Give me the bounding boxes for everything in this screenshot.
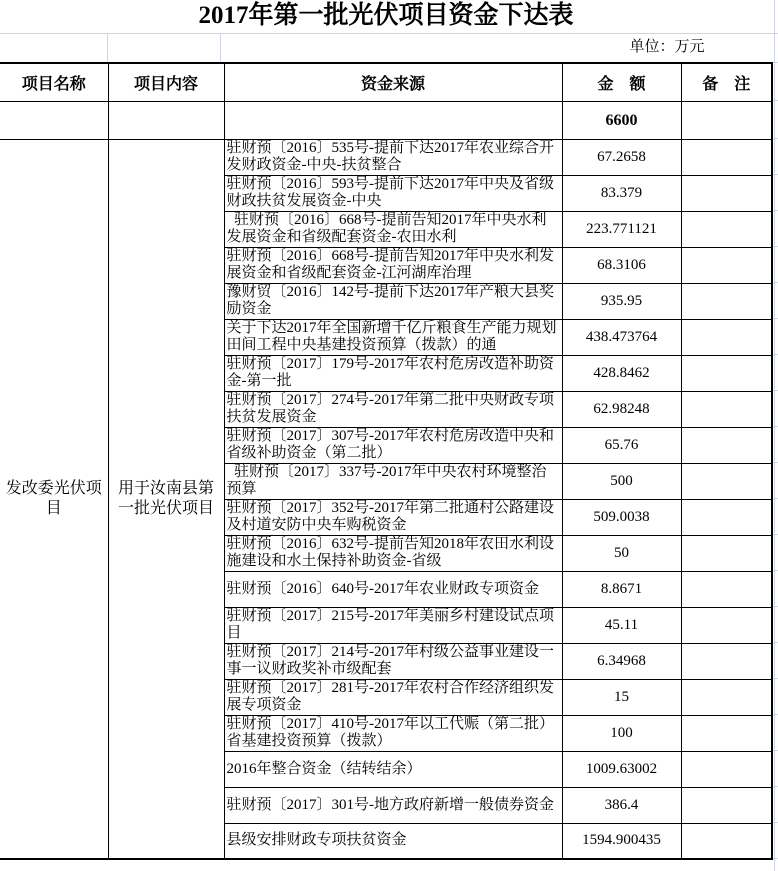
total-project-content-cell: [108, 101, 224, 139]
amount-cell: 62.98248: [562, 391, 681, 427]
fund-source-cell: 驻财预〔2016〕640号-2017年农业财政专项资金: [224, 571, 562, 607]
fund-source-cell: 县级安排财政专项扶贫资金: [224, 823, 562, 859]
fund-source-cell: 驻财预〔2016〕632号-提前告知2018年农田水利设施建设和水土保持补助资金-省级: [224, 535, 562, 571]
amount-cell: 1009.63002: [562, 751, 681, 787]
amount-cell: 509.0038: [562, 499, 681, 535]
col-header-amount: 金 额: [562, 63, 681, 101]
fund-source-cell: 驻财预〔2017〕352号-2017年第二批通村公路建设及村道安防中央车购税资金: [224, 499, 562, 535]
amount-cell: 15: [562, 679, 681, 715]
page-title: 2017年第一批光伏项目资金下达表: [198, 2, 574, 29]
remark-cell: [681, 751, 772, 787]
fund-source-cell: 驻财预〔2017〕215号-2017年美丽乡村建设试点项目: [224, 607, 562, 643]
gridline: [220, 34, 221, 62]
amount-cell: 223.771121: [562, 211, 681, 247]
fund-source-cell: 驻财预〔2017〕214号-2017年村级公益事业建设一事一议财政奖补市级配套: [224, 643, 562, 679]
total-source-cell: [224, 101, 562, 139]
fund-source-cell: 2016年整合资金（结转结余）: [224, 751, 562, 787]
remark-cell: [681, 679, 772, 715]
total-remark-cell: [681, 101, 772, 139]
amount-cell: 438.473764: [562, 319, 681, 355]
amount-cell: 386.4: [562, 787, 681, 823]
amount-cell: 83.379: [562, 175, 681, 211]
remark-cell: [681, 319, 772, 355]
remark-cell: [681, 283, 772, 319]
remark-cell: [681, 175, 772, 211]
remark-cell: [681, 607, 772, 643]
table-body: [0, 101, 772, 859]
remark-cell: [681, 535, 772, 571]
fund-source-cell: 豫财贸〔2016〕142号-提前下达2017年产粮大县奖励资金: [224, 283, 562, 319]
remark-cell: [681, 139, 772, 175]
remark-cell: [681, 715, 772, 751]
fund-source-cell: 驻财预〔2016〕535号-提前下达2017年农业综合开发财政资金-中央-扶贫整合: [224, 139, 562, 175]
total-amount-cell: 6600: [562, 101, 681, 139]
amount-cell: 65.76: [562, 427, 681, 463]
fund-source-cell: 关于下达2017年全国新增千亿斤粮食生产能力规划田间工程中央基建投资预算（拨款）的通: [224, 319, 562, 355]
fund-source-cell: 驻财预〔2017〕281号-2017年农村合作经济组织发展专项资金: [224, 679, 562, 715]
amount-cell: 8.8671: [562, 571, 681, 607]
remark-cell: [681, 211, 772, 247]
total-row: [0, 101, 772, 139]
gridline: [774, 0, 775, 871]
remark-cell: [681, 787, 772, 823]
fund-source-cell: 驻财预〔2016〕668号-提前告知2017年中央水利发展资金和省级配套资金-农田水利: [224, 211, 562, 247]
amount-cell: 935.95: [562, 283, 681, 319]
table-row: [0, 139, 772, 175]
amount-cell: 50: [562, 535, 681, 571]
amount-cell: 500: [562, 463, 681, 499]
fund-source-cell: 驻财预〔2017〕307号-2017年农村危房改造中央和省级补助资金（第二批）: [224, 427, 562, 463]
remark-cell: [681, 823, 772, 859]
amount-cell: 45.11: [562, 607, 681, 643]
fund-source-cell: 驻财预〔2017〕301号-地方政府新增一般债券资金: [224, 787, 562, 823]
col-header-fund-source: 资金来源: [224, 63, 562, 101]
remark-cell: [681, 355, 772, 391]
col-header-project-content: 项目内容: [108, 63, 224, 101]
remark-cell: [681, 391, 772, 427]
fund-source-cell: 驻财预〔2017〕410号-2017年以工代赈（第二批）省基建投资预算（拨款）: [224, 715, 562, 751]
amount-cell: 68.3106: [562, 247, 681, 283]
gridline: [107, 34, 108, 62]
fund-source-cell: 驻财预〔2016〕668号-提前告知2017年中央水利发展资金和省级配套资金-江河湖库治理: [224, 247, 562, 283]
col-header-remark: 备 注: [681, 63, 772, 101]
fund-source-cell: 驻财预〔2017〕337号-2017年中央农村环境整治预算: [224, 463, 562, 499]
unit-label: 单位：万元: [629, 39, 705, 55]
remark-cell: [681, 247, 772, 283]
remark-cell: [681, 463, 772, 499]
fund-allocation-table: [0, 62, 773, 860]
amount-cell: 1594.900435: [562, 823, 681, 859]
project-content-cell: 用于汝南县第一批光伏项目: [108, 139, 224, 859]
total-project-name-cell: [0, 101, 108, 139]
amount-cell: 100: [562, 715, 681, 751]
remark-cell: [681, 499, 772, 535]
amount-cell: 6.34968: [562, 643, 681, 679]
fund-source-cell: 驻财预〔2016〕593号-提前下达2017年中央及省级财政扶贫发展资金-中央: [224, 175, 562, 211]
fund-source-cell: 驻财预〔2017〕179号-2017年农村危房改造补助资金-第一批: [224, 355, 562, 391]
remark-cell: [681, 427, 772, 463]
col-header-project-name: 项目名称: [0, 63, 108, 101]
fund-source-cell: 驻财预〔2017〕274号-2017年第二批中央财政专项扶贫发展资金: [224, 391, 562, 427]
amount-cell: 428.8462: [562, 355, 681, 391]
header-row: [0, 63, 772, 101]
project-name-cell: 发改委光伏项目: [0, 139, 108, 859]
remark-cell: [681, 571, 772, 607]
amount-cell: 67.2658: [562, 139, 681, 175]
remark-cell: [681, 643, 772, 679]
